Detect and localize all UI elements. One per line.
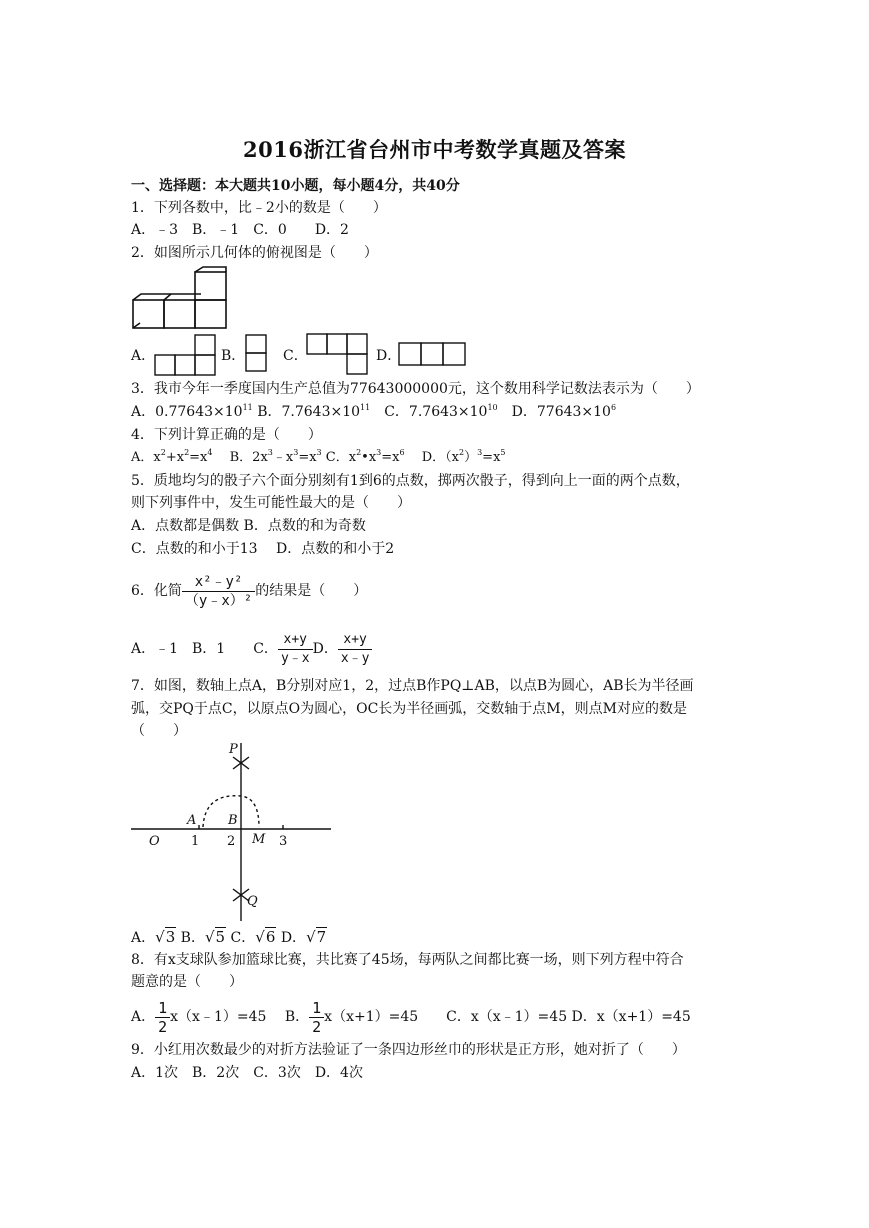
question-8-stem: 8．有x支球队参加篮球比赛，共比赛了45场，每两队之间都比赛一场，则下列方程中符合 bbox=[131, 952, 684, 968]
question-9-stem: 9．小红用次数最少的对折方法验证了一条四边形丝巾的形状是正方形，她对折了（ ） bbox=[131, 1042, 686, 1058]
question-7-stem-2: 弧，交PQ于点C，以原点O为圆心，OC长为半径画弧，交数轴于点M，则点M对应的数是 bbox=[131, 701, 687, 717]
question-4-options: A．$x^2+x^2=x^4$ B．$2x^3﹣x^3=x^3$ C．$x^2•x^3=x^6$ D．$(x^2)^3=x^5$ bbox=[131, 448, 506, 465]
page-title: 2016浙江省台州市中考数学真题及答案 bbox=[243, 137, 626, 162]
q2-option-d-figure bbox=[398, 342, 468, 368]
question-3-stem: 3．我市今年一季度国内生产总值为77643000000元，这个数用科学记数法表示为（ ） bbox=[131, 381, 700, 397]
section-heading: 一、选择题：本大题共10小题，每小题4分，共40分 bbox=[131, 178, 460, 194]
q2-option-c-label: C． bbox=[283, 348, 308, 364]
question-2-stem: 2．如图所示几何体的俯视图是（ ） bbox=[131, 245, 378, 261]
question-9-options: A．1次 B．2次 C．3次 D．4次 bbox=[131, 1065, 363, 1081]
q2-option-b-label: B． bbox=[221, 348, 246, 364]
question-6-options: A．﹣1 B．1 C． $\frac{x+y}{y﹣x}$ D． $\frac{x+y}{x﹣y}$ bbox=[131, 627, 372, 671]
q2-option-d-label: D． bbox=[376, 348, 402, 364]
q2-option-c-figure bbox=[306, 333, 372, 375]
q2-option-b-figure bbox=[245, 334, 269, 374]
label-Q: Q bbox=[247, 894, 258, 909]
question-8-options: A． $\frac{1}{2}$ x（x﹣1）=45 B． $\frac{1}{2}$ x（x+1）=45 C．x（x﹣1）=45 D．x（x+1）=45 bbox=[131, 998, 691, 1036]
question-6-stem: 6．化简 $\frac{\text{x²﹣y²}}{\text{（y﹣x）²}}$ 的结果是（ ） bbox=[131, 573, 368, 609]
question-7-stem: 7．如图，数轴上点A，B分别对应1，2，过点B作PQ⊥AB，以点B为圆心，AB长为半径画 bbox=[131, 678, 694, 694]
question-1-stem: 1．下列各数中，比﹣2小的数是（ ） bbox=[131, 200, 387, 216]
tick-2: 2 bbox=[227, 834, 236, 849]
question-5-stem: 5．质地均匀的骰子六个面分别刻有1到6的点数，掷两次骰子，得到向上一面的两个点数， bbox=[131, 473, 690, 489]
question-3-options: A．$0.77643\times 10^{11}$ B．$7.7643\times 10^{11}$ C．$7.7643\times 10^{10}$ D．$77643\times 10^6$ bbox=[131, 403, 617, 420]
label-B: B bbox=[228, 813, 238, 828]
question-7-options: A．√3 B．√5 C．√6 D．√7 bbox=[131, 928, 327, 946]
label-A: A bbox=[187, 813, 197, 828]
question-7-stem-3: （ ） bbox=[131, 723, 187, 739]
question-5-options-1: A．点数都是偶数 B．点数的和为奇数 bbox=[131, 518, 366, 534]
number-line-figure bbox=[131, 741, 331, 923]
label-O: O bbox=[149, 834, 160, 849]
q6-fraction-numerator: x²﹣y² bbox=[182, 573, 255, 592]
question-4-stem: 4．下列计算正确的是（ ） bbox=[131, 427, 322, 443]
label-M: M bbox=[252, 832, 266, 847]
solid-figure bbox=[131, 266, 231, 332]
question-5-stem-2: 则下列事件中，发生可能性最大的是（ ） bbox=[131, 495, 411, 511]
question-1-options: A．﹣3 B．﹣1 C．0 D．2 bbox=[131, 222, 349, 238]
q6-fraction-denominator: （y﹣x）² bbox=[184, 592, 253, 609]
q2-option-a-label: A． bbox=[131, 348, 156, 364]
tick-3: 3 bbox=[279, 834, 288, 849]
label-P: P bbox=[229, 742, 238, 757]
tick-1: 1 bbox=[191, 834, 200, 849]
question-5-options-2: C．点数的和小于13 D．点数的和小于2 bbox=[131, 541, 395, 557]
question-8-stem-2: 题意的是（ ） bbox=[131, 974, 243, 990]
q2-option-a-figure bbox=[154, 334, 218, 376]
